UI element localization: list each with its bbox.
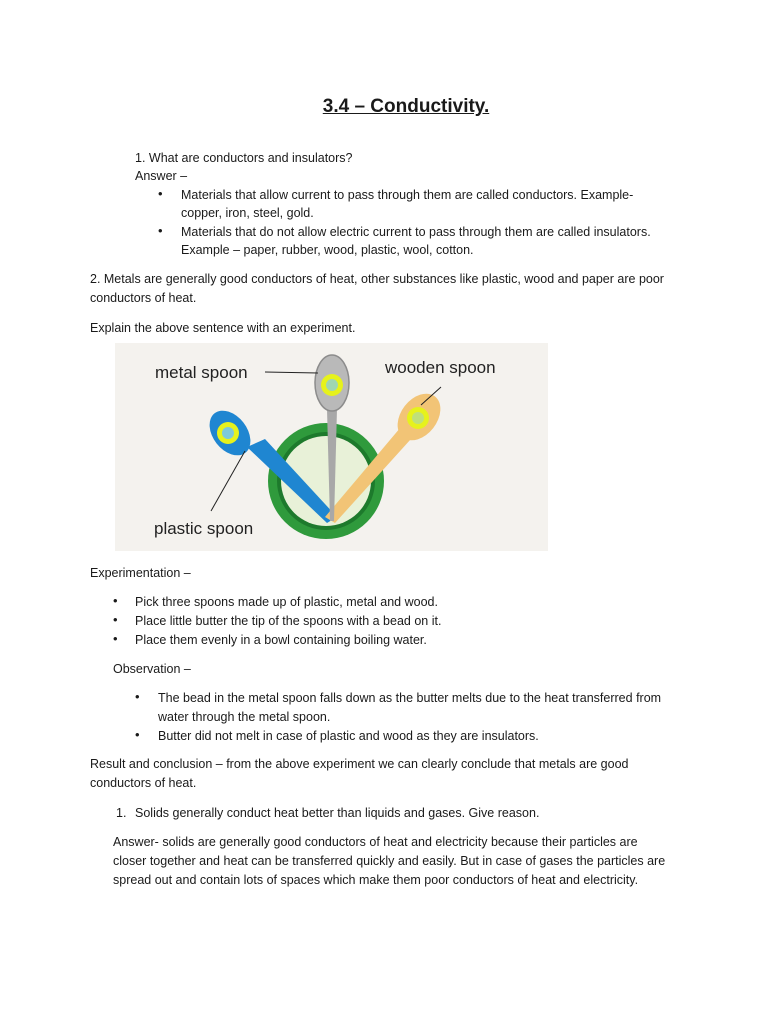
answer-bullet-2-line-1: Materials that do not allow electric current to pass through them are called insulators.	[181, 225, 651, 239]
wooden-spoon-bead-center	[412, 412, 424, 424]
result-line-2: conductors of heat.	[90, 776, 197, 790]
experimentation-bullet-2: Place little butter the tip of the spoons with a bead on it.	[135, 614, 442, 628]
question-3-number: 1.	[116, 806, 127, 820]
question-2-line-1: 2. Metals are generally good conductors of heat, other substances like plastic, wood and paper are poor	[90, 272, 664, 286]
observation-bullet-1-line-1: The bead in the metal spoon falls down as the butter melts due to the heat transferred from	[158, 691, 662, 705]
question-3-answer-line-3: spread out and contain lots of spaces which make them poor conductors of heat and electricity.	[113, 873, 639, 887]
result-line-1: Result and conclusion – from the above experiment we can clearly conclude that metals are good	[90, 757, 629, 771]
observation-bullet-2: Butter did not melt in case of plastic and wood as they are insulators.	[158, 729, 539, 743]
plastic-spoon-bead-center	[222, 427, 234, 439]
bullet-dot: •	[135, 727, 140, 742]
answer-label: Answer –	[135, 169, 188, 183]
bullet-dot: •	[135, 689, 140, 704]
spoons-in-bowl-figure	[115, 343, 548, 551]
bullet-dot: •	[113, 593, 118, 608]
bullet-dot: •	[158, 223, 163, 238]
bullet-dot: •	[113, 631, 118, 646]
metal-spoon-bead-center	[326, 379, 338, 391]
explain-instruction: Explain the above sentence with an experiment.	[90, 321, 356, 335]
experimentation-bullet-1: Pick three spoons made up of plastic, metal and wood.	[135, 595, 438, 609]
experimentation-bullet-3: Place them evenly in a bowl containing boiling water.	[135, 633, 427, 647]
answer-bullet-1-line-1: Materials that allow current to pass through them are called conductors. Example-	[181, 188, 634, 202]
question-3-answer-line-2: closer together and heat can be transferred quickly and easily. But in case of gases the particles are	[113, 854, 666, 868]
answer-bullet-2-line-2: Example – paper, rubber, wood, plastic, wool, cotton.	[181, 243, 474, 257]
answer-bullet-1-line-2: copper, iron, steel, gold.	[181, 206, 314, 220]
question-3-answer-line-1: Answer- solids are generally good conductors of heat and electricity because their particles are	[113, 835, 638, 849]
metal-spoon-label: metal spoon	[155, 363, 248, 382]
bullet-dot: •	[113, 612, 118, 627]
observation-heading: Observation –	[113, 662, 191, 676]
question-2-line-2: conductors of heat.	[90, 291, 197, 305]
observation-bullet-1-line-2: water through the metal spoon.	[158, 710, 331, 724]
page-title: 3.4 – Conductivity.	[322, 96, 490, 117]
plastic-spoon-label: plastic spoon	[154, 519, 254, 538]
question-3: Solids generally conduct heat better than liquids and gases. Give reason.	[135, 806, 540, 820]
question-1: 1. What are conductors and insulators?	[135, 151, 353, 165]
experimentation-heading: Experimentation –	[90, 566, 191, 580]
wooden-spoon-label: wooden spoon	[385, 358, 496, 377]
bullet-dot: •	[158, 186, 163, 201]
